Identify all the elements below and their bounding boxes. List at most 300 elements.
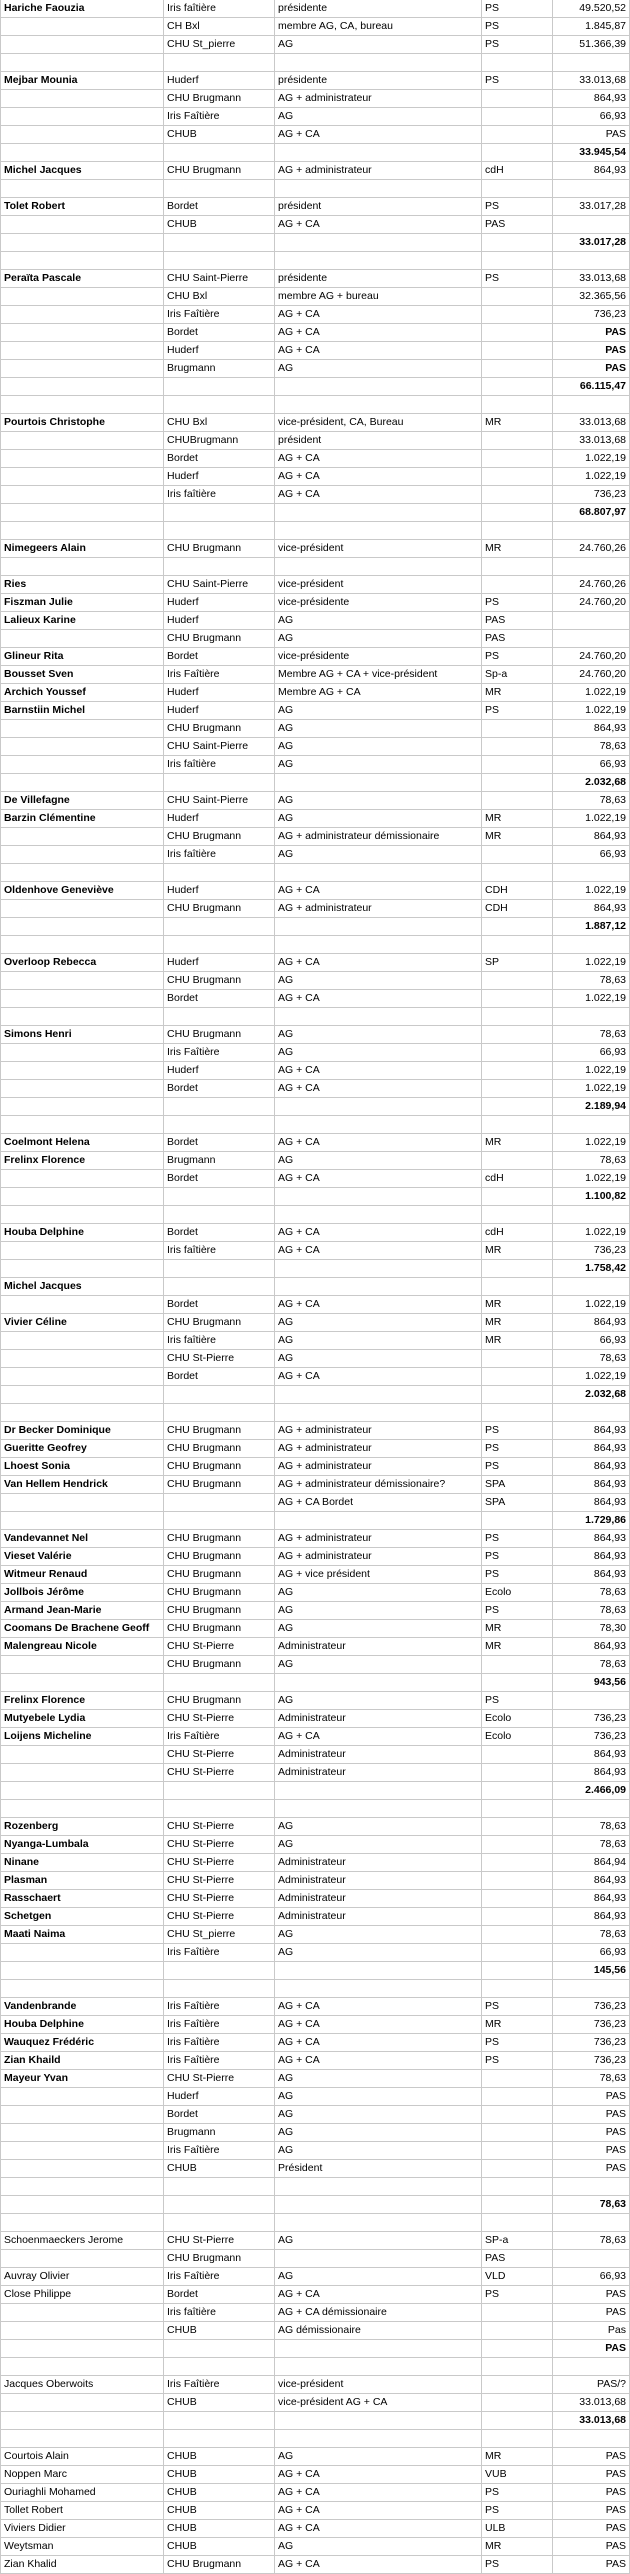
institution-cell: Brugmann: [164, 1152, 275, 1170]
table-row: [1, 2232, 630, 2250]
institution-cell: Huderf: [164, 2088, 275, 2106]
amount-cell: [553, 252, 630, 270]
table-row: [1, 1854, 630, 1872]
name-cell: [1, 1944, 164, 1962]
institution-cell: CHU Saint-Pierre: [164, 738, 275, 756]
amount-cell: 1.022,19: [553, 450, 630, 468]
role-cell: AG: [275, 1602, 482, 1620]
name-cell: [1, 1962, 164, 1980]
table-row: [1, 252, 630, 270]
table-row: [1, 882, 630, 900]
role-cell: [275, 864, 482, 882]
institution-cell: CHU Saint-Pierre: [164, 576, 275, 594]
role-cell: [275, 1962, 482, 1980]
name-cell: Peraïta Pascale: [1, 270, 164, 288]
name-cell: [1, 1080, 164, 1098]
name-cell: Maati Naima: [1, 1926, 164, 1944]
party-cell: [482, 972, 553, 990]
amount-cell: PAS: [553, 2142, 630, 2160]
table-row: [1, 1602, 630, 1620]
amount-cell: [553, 2250, 630, 2268]
name-cell: [1, 1800, 164, 1818]
table-row: [1, 432, 630, 450]
party-cell: [482, 1854, 553, 1872]
name-cell: [1, 432, 164, 450]
name-cell: Schoenmaeckers Jerome: [1, 2232, 164, 2250]
party-cell: [482, 360, 553, 378]
institution-cell: Huderf: [164, 954, 275, 972]
institution-cell: [164, 2412, 275, 2430]
name-cell: [1, 2214, 164, 2232]
name-cell: [1, 486, 164, 504]
amount-cell: 78,63: [553, 1152, 630, 1170]
name-cell: [1, 1350, 164, 1368]
amount-cell: 78,63: [553, 2196, 630, 2214]
party-cell: MR: [482, 1314, 553, 1332]
amount-cell: 78,63: [553, 972, 630, 990]
amount-cell: 66,93: [553, 1332, 630, 1350]
amount-cell: 2.032,68: [553, 1386, 630, 1404]
amount-cell: 24.760,20: [553, 594, 630, 612]
party-cell: Ecolo: [482, 1710, 553, 1728]
role-cell: présidente: [275, 0, 482, 18]
institution-cell: CHU St_pierre: [164, 36, 275, 54]
institution-cell: Bordet: [164, 2286, 275, 2304]
role-cell: AG + CA: [275, 954, 482, 972]
role-cell: AG: [275, 756, 482, 774]
amount-cell: [553, 54, 630, 72]
institution-cell: CHU Brugmann: [164, 1548, 275, 1566]
party-cell: PAS: [482, 2250, 553, 2268]
institution-cell: Iris faîtière: [164, 1332, 275, 1350]
amount-cell: 33.017,28: [553, 198, 630, 216]
party-cell: PS: [482, 1602, 553, 1620]
table-row: [1, 1116, 630, 1134]
name-cell: Hariche Faouzia: [1, 0, 164, 18]
role-cell: membre AG, CA, bureau: [275, 18, 482, 36]
amount-cell: PAS: [553, 2466, 630, 2484]
amount-cell: PAS: [553, 2286, 630, 2304]
party-cell: PS: [482, 2052, 553, 2070]
amount-cell: 32.365,56: [553, 288, 630, 306]
amount-cell: 1.022,19: [553, 1134, 630, 1152]
table-row: [1, 486, 630, 504]
institution-cell: [164, 1206, 275, 1224]
party-cell: PS: [482, 1440, 553, 1458]
amount-cell: 736,23: [553, 2052, 630, 2070]
table-row: [1, 2448, 630, 2466]
amount-cell: PAS: [553, 2160, 630, 2178]
institution-cell: CHU Saint-Pierre: [164, 270, 275, 288]
table-row: [1, 1800, 630, 1818]
amount-cell: PAS/?: [553, 2376, 630, 2394]
institution-cell: Iris faîtière: [164, 0, 275, 18]
institution-cell: [164, 1404, 275, 1422]
role-cell: AG: [275, 1836, 482, 1854]
role-cell: [275, 1782, 482, 1800]
institution-cell: CHU Brugmann: [164, 162, 275, 180]
role-cell: AG: [275, 1044, 482, 1062]
party-cell: PS: [482, 702, 553, 720]
table-row: [1, 972, 630, 990]
institution-cell: Bordet: [164, 2106, 275, 2124]
name-cell: [1, 2412, 164, 2430]
party-cell: [482, 396, 553, 414]
table-row: [1, 1008, 630, 1026]
name-cell: [1, 2160, 164, 2178]
role-cell: AG + CA: [275, 1080, 482, 1098]
party-cell: [482, 1746, 553, 1764]
party-cell: MR: [482, 540, 553, 558]
table-row: [1, 216, 630, 234]
party-cell: [482, 1782, 553, 1800]
table-row: [1, 2106, 630, 2124]
name-cell: [1, 864, 164, 882]
institution-cell: Bordet: [164, 198, 275, 216]
party-cell: [482, 2358, 553, 2376]
institution-cell: Bordet: [164, 1080, 275, 1098]
name-cell: [1, 630, 164, 648]
name-cell: [1, 342, 164, 360]
role-cell: [275, 1980, 482, 1998]
party-cell: [482, 1080, 553, 1098]
party-cell: CDH: [482, 900, 553, 918]
table-row: [1, 630, 630, 648]
role-cell: [275, 2250, 482, 2268]
party-cell: [482, 990, 553, 1008]
institution-cell: [164, 2358, 275, 2376]
role-cell: [275, 234, 482, 252]
party-cell: [482, 918, 553, 936]
institution-cell: CHU St-Pierre: [164, 2070, 275, 2088]
name-cell: [1, 558, 164, 576]
party-cell: [482, 558, 553, 576]
table-row: [1, 1206, 630, 1224]
amount-cell: [553, 936, 630, 954]
name-cell: Courtois Alain: [1, 2448, 164, 2466]
role-cell: [275, 396, 482, 414]
party-cell: Ecolo: [482, 1584, 553, 1602]
name-cell: [1, 2142, 164, 2160]
amount-cell: 864,93: [553, 1548, 630, 1566]
amount-cell: [553, 396, 630, 414]
role-cell: AG: [275, 2106, 482, 2124]
name-cell: Weytsman: [1, 2538, 164, 2556]
name-cell: [1, 1206, 164, 1224]
institution-cell: [164, 1188, 275, 1206]
party-cell: PS: [482, 0, 553, 18]
amount-cell: 1.022,19: [553, 1296, 630, 1314]
party-cell: [482, 1350, 553, 1368]
amount-cell: 736,23: [553, 1242, 630, 1260]
amount-cell: 24.760,26: [553, 576, 630, 594]
amount-cell: PAS: [553, 2556, 630, 2574]
amount-cell: [553, 1980, 630, 1998]
name-cell: Jacques Oberwoits: [1, 2376, 164, 2394]
name-cell: [1, 288, 164, 306]
name-cell: [1, 828, 164, 846]
table-row: [1, 2160, 630, 2178]
name-cell: [1, 918, 164, 936]
amount-cell: 1.022,19: [553, 990, 630, 1008]
institution-cell: Huderf: [164, 1062, 275, 1080]
party-cell: MR: [482, 1296, 553, 1314]
name-cell: Nimegeers Alain: [1, 540, 164, 558]
amount-cell: 943,56: [553, 1674, 630, 1692]
role-cell: Membre AG + CA + vice-président: [275, 666, 482, 684]
amount-cell: 51.366,39: [553, 36, 630, 54]
table-row: [1, 1782, 630, 1800]
party-cell: MR: [482, 2538, 553, 2556]
role-cell: AG: [275, 1584, 482, 1602]
amount-cell: 33.945,54: [553, 144, 630, 162]
role-cell: Administrateur: [275, 1890, 482, 1908]
amount-cell: [553, 1692, 630, 1710]
table-row: [1, 828, 630, 846]
role-cell: AG + CA: [275, 2520, 482, 2538]
table-row: [1, 1152, 630, 1170]
institution-cell: CHU Brugmann: [164, 1566, 275, 1584]
party-cell: [482, 1944, 553, 1962]
role-cell: AG + CA: [275, 2034, 482, 2052]
table-row: [1, 1314, 630, 1332]
amount-cell: 78,63: [553, 1026, 630, 1044]
institution-cell: CHU St-Pierre: [164, 1872, 275, 1890]
role-cell: AG + CA: [275, 216, 482, 234]
institution-cell: CHU St-Pierre: [164, 1836, 275, 1854]
amount-cell: 66,93: [553, 1944, 630, 1962]
name-cell: Schetgen: [1, 1908, 164, 1926]
party-cell: [482, 234, 553, 252]
table-row: [1, 2178, 630, 2196]
role-cell: président: [275, 432, 482, 450]
amount-cell: PAS: [553, 126, 630, 144]
amount-cell: 1.729,86: [553, 1512, 630, 1530]
institution-cell: Bordet: [164, 648, 275, 666]
role-cell: AG + CA: [275, 450, 482, 468]
institution-cell: CH Bxl: [164, 18, 275, 36]
table-row: [1, 738, 630, 756]
party-cell: [482, 1098, 553, 1116]
institution-cell: CHU Brugmann: [164, 1440, 275, 1458]
name-cell: [1, 1512, 164, 1530]
role-cell: [275, 1278, 482, 1296]
table-row: [1, 1026, 630, 1044]
party-cell: PS: [482, 1458, 553, 1476]
role-cell: AG + CA: [275, 486, 482, 504]
table-row: [1, 594, 630, 612]
amount-cell: 2.189,94: [553, 1098, 630, 1116]
role-cell: AG + administrateur: [275, 90, 482, 108]
institution-cell: CHU Brugmann: [164, 972, 275, 990]
table-row: [1, 1458, 630, 1476]
name-cell: Ninane: [1, 1854, 164, 1872]
amount-cell: Pas: [553, 2322, 630, 2340]
table-row: [1, 1188, 630, 1206]
amount-cell: 78,63: [553, 1656, 630, 1674]
name-cell: [1, 234, 164, 252]
table-row: [1, 1134, 630, 1152]
role-cell: AG + CA: [275, 468, 482, 486]
table-row: [1, 1368, 630, 1386]
amount-cell: 736,23: [553, 486, 630, 504]
table-row: [1, 396, 630, 414]
name-cell: Mejbar Mounia: [1, 72, 164, 90]
name-cell: Barzin Clémentine: [1, 810, 164, 828]
table-row: [1, 1062, 630, 1080]
table-row: [1, 1548, 630, 1566]
table-row: [1, 2070, 630, 2088]
role-cell: AG: [275, 1026, 482, 1044]
name-cell: Frelinx Florence: [1, 1692, 164, 1710]
party-cell: [482, 1368, 553, 1386]
party-cell: PS: [482, 2034, 553, 2052]
amount-cell: 33.017,28: [553, 234, 630, 252]
institution-cell: [164, 1800, 275, 1818]
amount-cell: 864,93: [553, 1440, 630, 1458]
role-cell: AG: [275, 1818, 482, 1836]
party-cell: PS: [482, 36, 553, 54]
institution-cell: Bordet: [164, 1170, 275, 1188]
party-cell: PS: [482, 198, 553, 216]
party-cell: [482, 2142, 553, 2160]
name-cell: [1, 396, 164, 414]
role-cell: membre AG + bureau: [275, 288, 482, 306]
table-row: [1, 666, 630, 684]
role-cell: AG: [275, 2538, 482, 2556]
institution-cell: CHUB: [164, 2466, 275, 2484]
party-cell: PAS: [482, 630, 553, 648]
institution-cell: CHUB: [164, 126, 275, 144]
table-row: [1, 1260, 630, 1278]
amount-cell: 864,93: [553, 1494, 630, 1512]
table-row: [1, 324, 630, 342]
name-cell: Vandevannet Nel: [1, 1530, 164, 1548]
institution-cell: Iris Faîtière: [164, 2376, 275, 2394]
party-cell: [482, 342, 553, 360]
table-row: [1, 684, 630, 702]
role-cell: AG: [275, 1656, 482, 1674]
role-cell: [275, 252, 482, 270]
party-cell: SP: [482, 954, 553, 972]
role-cell: AG + administrateur: [275, 1422, 482, 1440]
amount-cell: 145,56: [553, 1962, 630, 1980]
table-row: [1, 306, 630, 324]
role-cell: [275, 2430, 482, 2448]
role-cell: AG: [275, 2124, 482, 2142]
table-row: [1, 2538, 630, 2556]
amount-cell: 78,63: [553, 1836, 630, 1854]
party-cell: [482, 738, 553, 756]
amount-cell: 78,63: [553, 738, 630, 756]
institution-cell: Bordet: [164, 1134, 275, 1152]
amount-cell: 736,23: [553, 1998, 630, 2016]
institution-cell: CHU St-Pierre: [164, 1350, 275, 1368]
party-cell: MR: [482, 684, 553, 702]
role-cell: AG: [275, 2268, 482, 2286]
role-cell: AG: [275, 1692, 482, 1710]
amount-cell: [553, 558, 630, 576]
role-cell: [275, 504, 482, 522]
name-cell: De Villefagne: [1, 792, 164, 810]
table-row: [1, 342, 630, 360]
name-cell: Armand Jean-Marie: [1, 1602, 164, 1620]
table-row: [1, 1728, 630, 1746]
party-cell: [482, 2124, 553, 2142]
institution-cell: [164, 396, 275, 414]
party-cell: [482, 1386, 553, 1404]
party-cell: PS: [482, 1566, 553, 1584]
table-row: [1, 1818, 630, 1836]
institution-cell: [164, 1980, 275, 1998]
institution-cell: Iris faîtière: [164, 846, 275, 864]
table-row: [1, 864, 630, 882]
role-cell: AG: [275, 1926, 482, 1944]
name-cell: [1, 1116, 164, 1134]
name-cell: Vandenbrande: [1, 1998, 164, 2016]
amount-cell: 1.022,19: [553, 954, 630, 972]
party-cell: [482, 1656, 553, 1674]
party-cell: PS: [482, 1692, 553, 1710]
role-cell: AG + administrateur: [275, 162, 482, 180]
institution-cell: CHU Brugmann: [164, 540, 275, 558]
party-cell: [482, 2430, 553, 2448]
amount-cell: PAS: [553, 2448, 630, 2466]
name-cell: Mayeur Yvan: [1, 2070, 164, 2088]
amount-cell: 78,30: [553, 1620, 630, 1638]
party-cell: [482, 324, 553, 342]
role-cell: AG + CA: [275, 2466, 482, 2484]
name-cell: [1, 1260, 164, 1278]
name-cell: [1, 1242, 164, 1260]
amount-cell: 66,93: [553, 108, 630, 126]
institution-cell: Iris Faîtière: [164, 2016, 275, 2034]
table-row: [1, 2502, 630, 2520]
role-cell: AG: [275, 1944, 482, 1962]
name-cell: [1, 180, 164, 198]
role-cell: [275, 1674, 482, 1692]
institution-cell: [164, 1782, 275, 1800]
amount-cell: 1.022,19: [553, 1080, 630, 1098]
role-cell: [275, 1008, 482, 1026]
amount-cell: 736,23: [553, 1728, 630, 1746]
table-row: [1, 2088, 630, 2106]
institution-cell: [164, 1278, 275, 1296]
name-cell: Lalieux Karine: [1, 612, 164, 630]
name-cell: [1, 144, 164, 162]
institution-cell: CHU Brugmann: [164, 630, 275, 648]
table-row: [1, 2142, 630, 2160]
table-row: [1, 180, 630, 198]
table-row: [1, 2034, 630, 2052]
institution-cell: [164, 180, 275, 198]
institution-cell: CHU Saint-Pierre: [164, 792, 275, 810]
role-cell: Administrateur: [275, 1872, 482, 1890]
table-row: [1, 846, 630, 864]
role-cell: AG + CA démissionaire: [275, 2304, 482, 2322]
party-cell: [482, 1152, 553, 1170]
party-cell: [482, 2304, 553, 2322]
amount-cell: 864,93: [553, 720, 630, 738]
institution-cell: [164, 918, 275, 936]
party-cell: [482, 522, 553, 540]
name-cell: Ouriaghli Mohamed: [1, 2484, 164, 2502]
role-cell: AG démissionaire: [275, 2322, 482, 2340]
role-cell: AG: [275, 630, 482, 648]
name-cell: [1, 450, 164, 468]
name-cell: Frelinx Florence: [1, 1152, 164, 1170]
role-cell: [275, 2358, 482, 2376]
